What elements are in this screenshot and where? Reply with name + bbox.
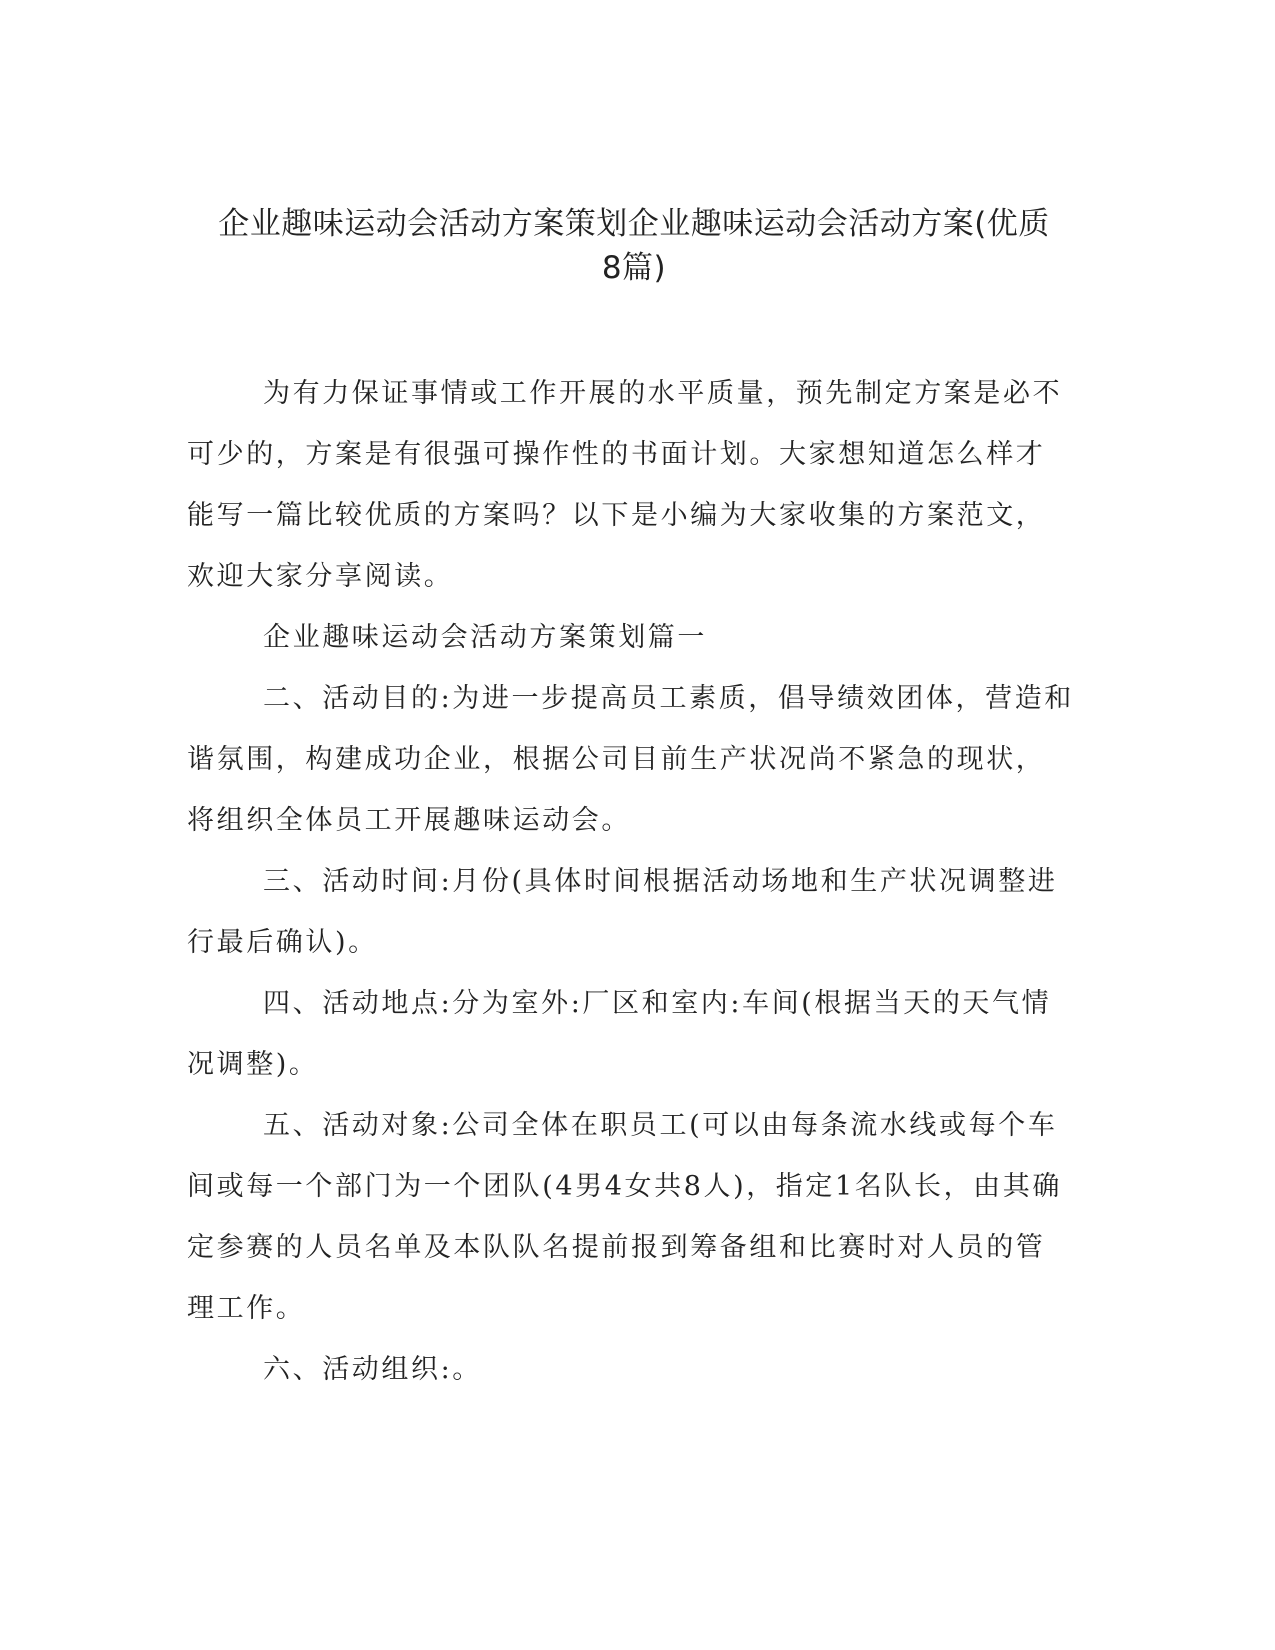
intro-paragraph: 为有力保证事情或工作开展的水平质量，预先制定方案是必不可少的，方案是有很强可操作性的书面计划。大家想知道怎么样才能写一篇比较优质的方案吗？以下是小编为大家收集的方案范文，欢迎大家分享阅读。 — [187, 378, 1063, 592]
activity-location-paragraph: 四、活动地点:分为室外:厂区和室内:车间(根据当天的天气情况调整)。 — [187, 988, 1052, 1080]
document-title-line-2: 8篇) — [601, 250, 667, 286]
document-title — [180, 202, 1088, 290]
document-body — [187, 363, 1074, 1400]
document-title-line-1: 企业趣味运动会活动方案策划企业趣味运动会活动方案(优质 — [218, 206, 1050, 242]
activity-time-paragraph: 三、活动时间:月份(具体时间根据活动场地和生产状况调整进行最后确认)。 — [187, 866, 1058, 958]
activity-organization-paragraph: 六、活动组织:。 — [263, 1354, 482, 1385]
activity-participants-paragraph: 五、活动对象:公司全体在职员工(可以由每条流水线或每个车间或每一个部门为一个团队(4男4女共8人)，指定1名队长，由其确定参赛的人员名单及本队队名提前报到筹备组和比赛时对人员的管理工作。 — [187, 1110, 1062, 1324]
activity-purpose-paragraph: 二、活动目的:为进一步提高员工素质，倡导绩效团体，营造和谐氛围，构建成功企业，根据公司目前生产状况尚不紧急的现状，将组织全体员工开展趣味运动会。 — [187, 683, 1074, 836]
section-heading: 企业趣味运动会活动方案策划篇一 — [263, 622, 707, 653]
